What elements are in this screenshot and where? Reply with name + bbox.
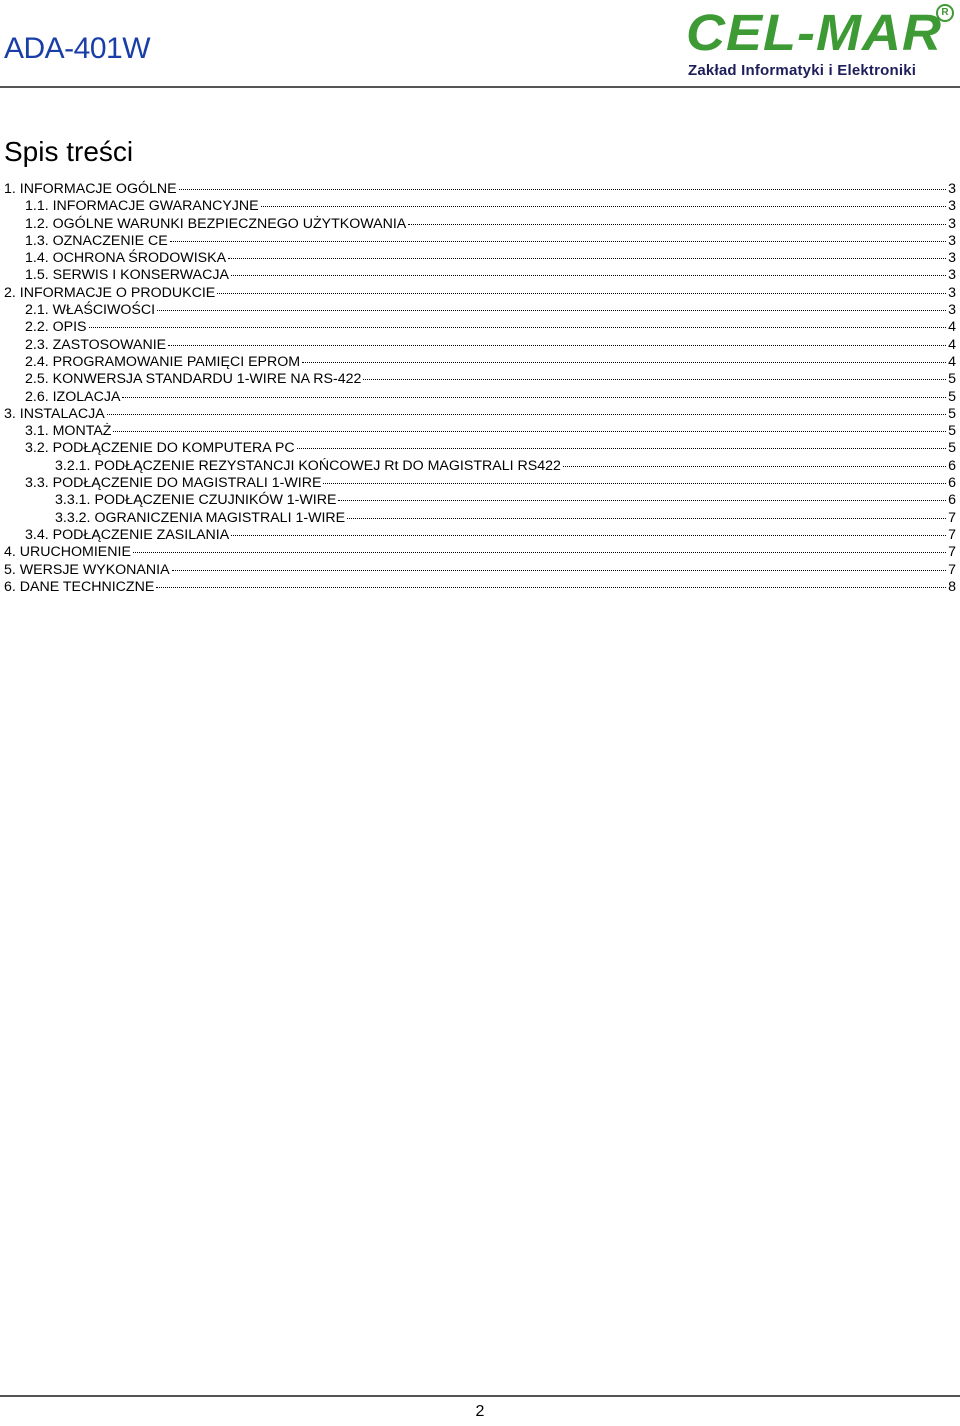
document-product-title: ADA-401W [4, 32, 151, 65]
toc-entry-label: 3.1. MONTAŻ [25, 423, 112, 440]
toc-entry-page: 7 [948, 561, 956, 578]
toc-entry-page: 4 [948, 319, 956, 336]
company-logo [686, 4, 954, 82]
table-of-contents [0, 180, 960, 595]
registered-mark-icon: R [936, 4, 954, 22]
toc-entry-label: 6. DANE TECHNICZNE [4, 578, 155, 595]
toc-dot-leader [231, 523, 946, 536]
toc-entry-label: 3.2. PODŁĄCZENIE DO KOMPUTERA PC [25, 440, 295, 457]
toc-entry-label: 2.4. PROGRAMOWANIE PAMIĘCI EPROM [25, 353, 301, 370]
toc-entry-page: 3 [948, 250, 956, 267]
toc-entry-label: 3.3. PODŁĄCZENIE DO MAGISTRALI 1-WIRE [25, 475, 322, 492]
toc-dot-leader [228, 246, 946, 259]
toc-dot-leader [363, 367, 946, 380]
toc-entry-page: 5 [948, 371, 956, 388]
toc-entry-label: 2.3. ZASTOSOWANIE [25, 336, 167, 353]
toc-entry-page: 7 [948, 544, 956, 561]
toc-entry-label: 3.3.1. PODŁĄCZENIE CZUJNIKÓW 1-WIRE [55, 492, 337, 509]
toc-dot-leader [408, 212, 946, 225]
toc-dot-leader [89, 315, 947, 328]
toc-entry-label: 3.2.1. PODŁĄCZENIE REZYSTANCJI KOŃCOWEJ Rt DO MAGISTRALI RS422 [55, 457, 561, 474]
toc-dot-leader [122, 385, 946, 398]
toc-entry-page: 3 [948, 198, 956, 215]
toc-dot-leader [113, 419, 946, 432]
footer-divider [0, 1395, 960, 1397]
toc-dot-leader [302, 350, 946, 363]
toc-dot-leader [170, 229, 946, 242]
page-number: 2 [475, 1403, 485, 1420]
toc-dot-leader [217, 281, 946, 294]
toc-heading: Spis treści [4, 136, 134, 167]
toc-entry-page: 3 [948, 267, 956, 284]
toc-entry-page: 8 [948, 578, 956, 595]
toc-entry-label: 4. URUCHOMIENIE [4, 544, 131, 561]
toc-entry-label: 5. WERSJE WYKONANIA [4, 561, 170, 578]
toc-entry-label: 3. INSTALACJA [4, 405, 105, 422]
toc-entry-page: 3 [948, 232, 956, 249]
toc-entry-page: 5 [948, 405, 956, 422]
toc-entry-label: 1.3. OZNACZENIE CE [25, 232, 168, 249]
toc-entry-page: 5 [948, 440, 956, 457]
toc-dot-leader [179, 177, 946, 190]
toc-entry-page: 7 [948, 526, 956, 543]
toc-entry-label: 1. INFORMACJE OGÓLNE [4, 181, 177, 197]
toc-entry-page: 3 [948, 302, 956, 319]
toc-dot-leader [347, 506, 946, 519]
toc-dot-leader [133, 540, 946, 553]
toc-dot-leader [297, 436, 946, 449]
toc-entry-page: 6 [948, 457, 956, 474]
toc-dot-leader [338, 488, 946, 501]
toc-entry-page: 6 [948, 475, 956, 492]
header-divider [0, 86, 960, 88]
logo-brand-text: CEL-MAR [686, 4, 942, 62]
toc-entry-label: 1.1. INFORMACJE GWARANCYJNE [25, 198, 259, 215]
toc-entry-page: 3 [948, 284, 956, 301]
toc-entry-page: 3 [948, 215, 956, 232]
toc-dot-leader [156, 575, 946, 588]
toc-entry-label: 1.2. OGÓLNE WARUNKI BEZPIECZNEGO UŻYTKOWANIA [25, 215, 407, 232]
toc-dot-leader [172, 558, 947, 571]
toc-entry-label: 3.4. PODŁĄCZENIE ZASILANIA [25, 526, 230, 543]
toc-entry-label: 2.2. OPIS [25, 319, 87, 336]
toc-entry-page: 4 [948, 353, 956, 370]
toc-entry-page: 5 [948, 388, 956, 405]
logo-subtitle: Zakład Informatyki i Elektroniki [688, 62, 917, 79]
toc-entry-label: 1.5. SERWIS I KONSERWACJA [25, 267, 229, 284]
toc-entry-page: 6 [948, 492, 956, 509]
toc-entry-page: 3 [948, 181, 956, 197]
toc-entry-label: 1.4. OCHRONA ŚRODOWISKA [25, 250, 227, 267]
toc-dot-leader [231, 263, 946, 276]
toc-dot-leader [168, 333, 946, 346]
toc-entry-label: 3.3.2. OGRANICZENIA MAGISTRALI 1-WIRE [55, 509, 346, 526]
toc-entry-label: 2.6. IZOLACJA [25, 388, 121, 405]
toc-dot-leader [323, 471, 946, 484]
toc-entry[interactable] [0, 578, 960, 595]
toc-entry-page: 5 [948, 423, 956, 440]
toc-entry-label: 2.5. KONWERSJA STANDARDU 1-WIRE NA RS-422 [25, 371, 362, 388]
toc-dot-leader [261, 194, 947, 207]
toc-dot-leader [107, 402, 946, 415]
toc-entry-label: 2.1. WŁAŚCIWOŚCI [25, 302, 156, 319]
toc-entry-page: 7 [948, 509, 956, 526]
toc-dot-leader [563, 454, 946, 467]
toc-entry-label: 2. INFORMACJE O PRODUKCIE [4, 284, 216, 301]
toc-dot-leader [157, 298, 946, 311]
toc-entry-page: 4 [948, 336, 956, 353]
